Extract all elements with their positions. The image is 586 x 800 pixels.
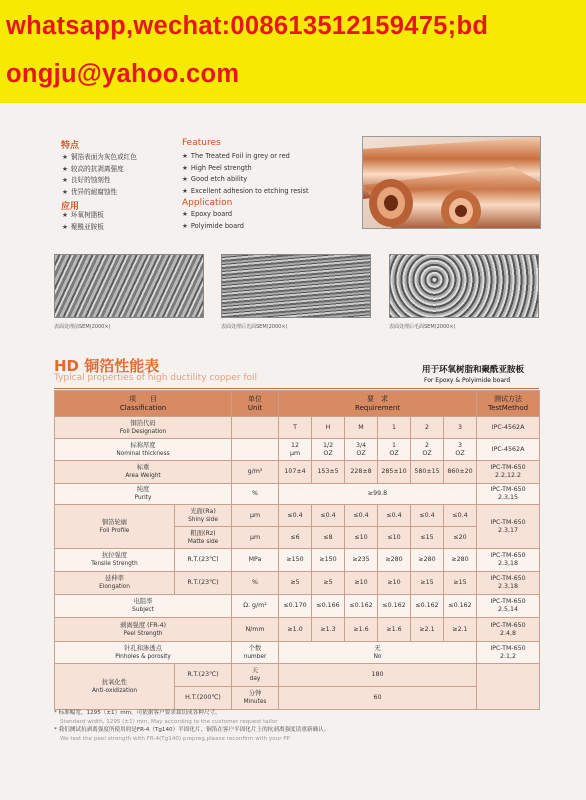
note-2-cn: * 我们测试抗剥离强度所使用的是FR-4（Tg140）半固化片，铜箔在客户半固化片上的抗剥离强度请重新确认。 — [54, 727, 330, 733]
sem-photo-matte — [389, 254, 539, 318]
table-title-en: Typical properties of high ductility copper foil — [54, 373, 258, 383]
sem-caption-2: 表面处理后光面SEM(2000×) — [221, 324, 288, 330]
table-row: H.T.(200℃) 分钟 Minutes 60 — [55, 687, 540, 710]
list-item: ★ 铜箔表面为灰色或红色 — [62, 153, 137, 161]
features-list-en — [182, 151, 309, 197]
list-item: ★ Good etch ability — [182, 175, 248, 184]
list-item: ★ Excellent adhesion to etching resist — [182, 186, 309, 195]
table-row: 剥离强度 (FR-4) Peel Strength N/mm ≥1.0 ≥1.3 ≥1.6 ≥1.6 ≥2.1 ≥2.1 IPC-TM-650 2.4,8 — [55, 618, 540, 642]
sem-photo-shiny — [221, 254, 371, 318]
table-row: 电阻率 Subject Ω. g/m² ≤0.170 ≤0.166 ≤0.162 ≤0.162 ≤0.162 ≤0.162 IPC-TM-650 2.5,14 — [55, 595, 540, 618]
list-item: ★ 较高的抗剥离强度 — [62, 164, 124, 173]
table-row: 铜箔代码 Foil Designation T H M 1 2 3 IPC-4562A — [55, 417, 540, 439]
application-heading-en: Application — [182, 198, 233, 208]
table-title-cn: HD 铜箔性能表 — [54, 357, 160, 375]
list-item: ★ 环氧树脂板 — [62, 211, 104, 219]
table-row: 铜箔轮廓 Foil Profile 光面(Ra) Shiny side μm ≤0.4 ≤0.4 ≤0.4 ≤0.4 ≤0.4 ≤0.4 IPC-TM-650 2.3,17 — [55, 505, 540, 527]
features-heading-en: Features — [182, 138, 221, 148]
properties-table — [54, 390, 540, 710]
list-item: ★ 聚酰亚胺板 — [62, 222, 104, 231]
copper-roll-photo — [362, 136, 541, 229]
usage-cn: 用于环氧树脂和聚酰亚胺板 — [422, 365, 525, 375]
table-row: 标称厚度 Nominal thickness 12 μm 1/2 OZ 3/4 OZ 1 OZ 2 OZ 3 OZ IPC-4562A — [55, 439, 540, 461]
header-requirement: 要 求 Requirement — [279, 391, 477, 417]
note-2-en: We test the peel strength with FR-4(Tg140) prepreg,please reconfirm with your PP — [60, 735, 291, 742]
table-row: 粗面(Rz) Matte side μm ≤6 ≤8 ≤10 ≤10 ≤15 ≤20 — [55, 527, 540, 549]
footnotes — [54, 709, 329, 743]
features-heading-cn: 特点 — [61, 141, 80, 151]
list-item: ★ 良好的蚀刻性 — [62, 176, 111, 185]
divider — [54, 388, 539, 389]
list-item: ★ 优异的耐腐蚀性 — [62, 187, 118, 196]
header-classification: 项 目 Classification — [55, 391, 232, 417]
header-method: 测试方法 TestMethod — [477, 391, 540, 417]
contact-line-1: whatsapp,wechat:008613512159475;bd — [6, 12, 489, 40]
list-item: ★ Epoxy board — [182, 210, 233, 218]
usage-en: For Epoxy & Polyimide board — [424, 377, 511, 384]
table-row: 抗拉强度 Tensile Strength R.T.(23℃) MPa ≥150 ≥150 ≥235 ≥280 ≥280 ≥280 IPC-TM-650 2.3,18 — [55, 549, 540, 572]
application-list-en — [182, 209, 244, 232]
table-row: 抗氧化性 Anti-oxidization R.T.(23℃) 天 day 180 — [55, 664, 540, 687]
table-row: 延伸率 Elongation R.T.(23℃) % ≥5 ≥5 ≥10 ≥10 ≥15 ≥15 IPC-TM-650 2.3,18 — [55, 572, 540, 595]
contact-line-2: ongju@yahoo.com — [6, 60, 240, 88]
sem-caption-1: 表面处理前SEM(2000×) — [54, 324, 111, 330]
application-list-cn — [62, 210, 104, 233]
list-item: ★ The Treated Foil in grey or red — [182, 152, 290, 160]
note-1-en: Standard width, 1295 (±1) mm, May according to the customer request tailor — [60, 718, 278, 725]
table-row: 纯度 Purity % ≥99.8 IPC-TM-650 2.3,15 — [55, 484, 540, 505]
note-1-cn: * 标准幅宽，1295（±1）mm，可依据客户要求裁切成各种尺寸。 — [54, 710, 221, 716]
features-list-cn — [62, 152, 137, 198]
table-header-row — [55, 391, 540, 417]
application-heading-cn: 应用 — [61, 202, 80, 212]
contact-banner — [0, 0, 586, 103]
sem-caption-3: 表面处理后毛面SEM(2000×) — [389, 324, 456, 330]
list-item: ★ Polyimide board — [182, 221, 244, 230]
table-row: 针孔和渗透点 Pinholes & porosity 个数 number 无 No IPC-TM-650 2.1,2 — [55, 642, 540, 664]
sem-photo-untreated — [54, 254, 204, 318]
table-row: 标重 Area Weight g/m² 107±4 153±5 228±8 285±10 580±15 860±20 IPC-TM-650 2.2,12.2 — [55, 461, 540, 484]
list-item: ★ High Peel strength — [182, 163, 252, 172]
header-unit: 单位 Unit — [232, 391, 279, 417]
